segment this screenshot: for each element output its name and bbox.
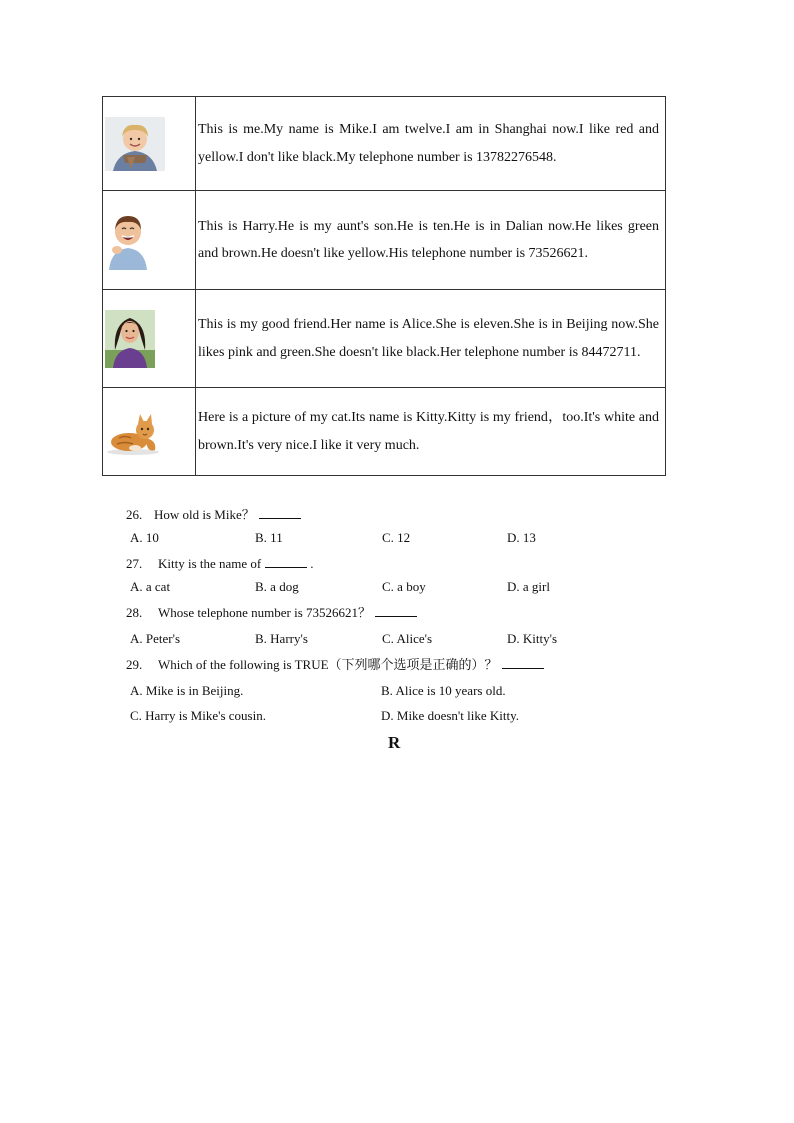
question-text: Whose telephone number is 73526621？ — [158, 605, 372, 620]
question-26 — [126, 505, 686, 529]
footer-mark: R — [388, 733, 401, 752]
options-row — [130, 682, 686, 707]
answer-blank[interactable] — [265, 554, 307, 568]
row-text: This is Harry.He is my aunt's son.He is ten.He is in Dalian now.He likes green and brown.He doesn't like yellow.His telephone number is 73526621. — [196, 191, 666, 290]
table-row — [103, 191, 666, 290]
question-text: Which of the following is TRUE（下列哪个选项是正确的）？ — [158, 657, 498, 672]
table-row — [103, 388, 666, 476]
question-text: How old is Mike？ — [154, 507, 255, 522]
question-number: 27. — [126, 556, 143, 571]
option-d[interactable]: D. Kitty's — [507, 631, 558, 646]
questions-section — [126, 505, 686, 732]
options-row — [130, 707, 686, 732]
option-c[interactable]: C. 12 — [382, 530, 411, 545]
option-a[interactable]: A. a cat — [130, 579, 171, 594]
picture-cell — [103, 388, 196, 476]
answer-blank[interactable] — [502, 655, 544, 669]
option-b[interactable]: B. 11 — [255, 530, 283, 545]
question-number: 28. — [126, 605, 143, 620]
option-c[interactable]: C. Harry is Mike's cousin. — [130, 708, 266, 723]
question-29 — [126, 655, 686, 682]
boy-in-scarf-photo — [105, 117, 165, 171]
info-table — [102, 96, 666, 476]
option-d[interactable]: D. Mike doesn't like Kitty. — [381, 708, 519, 723]
option-b[interactable]: B. a dog — [255, 579, 299, 594]
option-a[interactable]: A. Mike is in Beijing. — [130, 683, 244, 698]
table-row — [103, 97, 666, 191]
option-b[interactable]: B. Harry's — [255, 631, 308, 646]
girl-photo — [105, 310, 155, 368]
row-text: Here is a picture of my cat.Its name is Kitty.Kitty is my friend，too.It's white and brown.It's very nice.I like it very much. — [196, 388, 666, 476]
options-row — [130, 630, 686, 655]
answer-blank[interactable] — [259, 505, 301, 519]
answer-blank[interactable] — [375, 603, 417, 617]
question-27 — [126, 554, 686, 578]
option-c[interactable]: C. Alice's — [382, 631, 433, 646]
row-text: This is me.My name is Mike.I am twelve.I am in Shanghai now.I like red and yellow.I don't like black.My telephone number is 13782276548. — [196, 97, 666, 191]
laughing-boy-photo — [105, 210, 151, 270]
option-c[interactable]: C. a boy — [382, 579, 426, 594]
question-text: Kitty is the name of — [158, 556, 262, 571]
options-row — [130, 578, 686, 603]
table-row — [103, 290, 666, 388]
row-text: This is my good friend.Her name is Alice.She is eleven.She is in Beijing now.She likes pink and green.She doesn't like black.Her telephone number is 84472711. — [196, 290, 666, 388]
question-28 — [126, 603, 686, 630]
question-suffix: . — [310, 556, 314, 571]
picture-cell — [103, 97, 196, 191]
option-a[interactable]: A. 10 — [130, 530, 159, 545]
options-row — [130, 529, 686, 554]
option-d[interactable]: D. 13 — [507, 530, 536, 545]
picture-cell — [103, 290, 196, 388]
cat-photo — [105, 408, 161, 456]
picture-cell — [103, 191, 196, 290]
option-d[interactable]: D. a girl — [507, 579, 550, 594]
option-b[interactable]: B. Alice is 10 years old. — [381, 683, 506, 698]
question-number: 26. — [126, 507, 143, 522]
option-a[interactable]: A. Peter's — [130, 631, 181, 646]
question-number: 29. — [126, 657, 143, 672]
